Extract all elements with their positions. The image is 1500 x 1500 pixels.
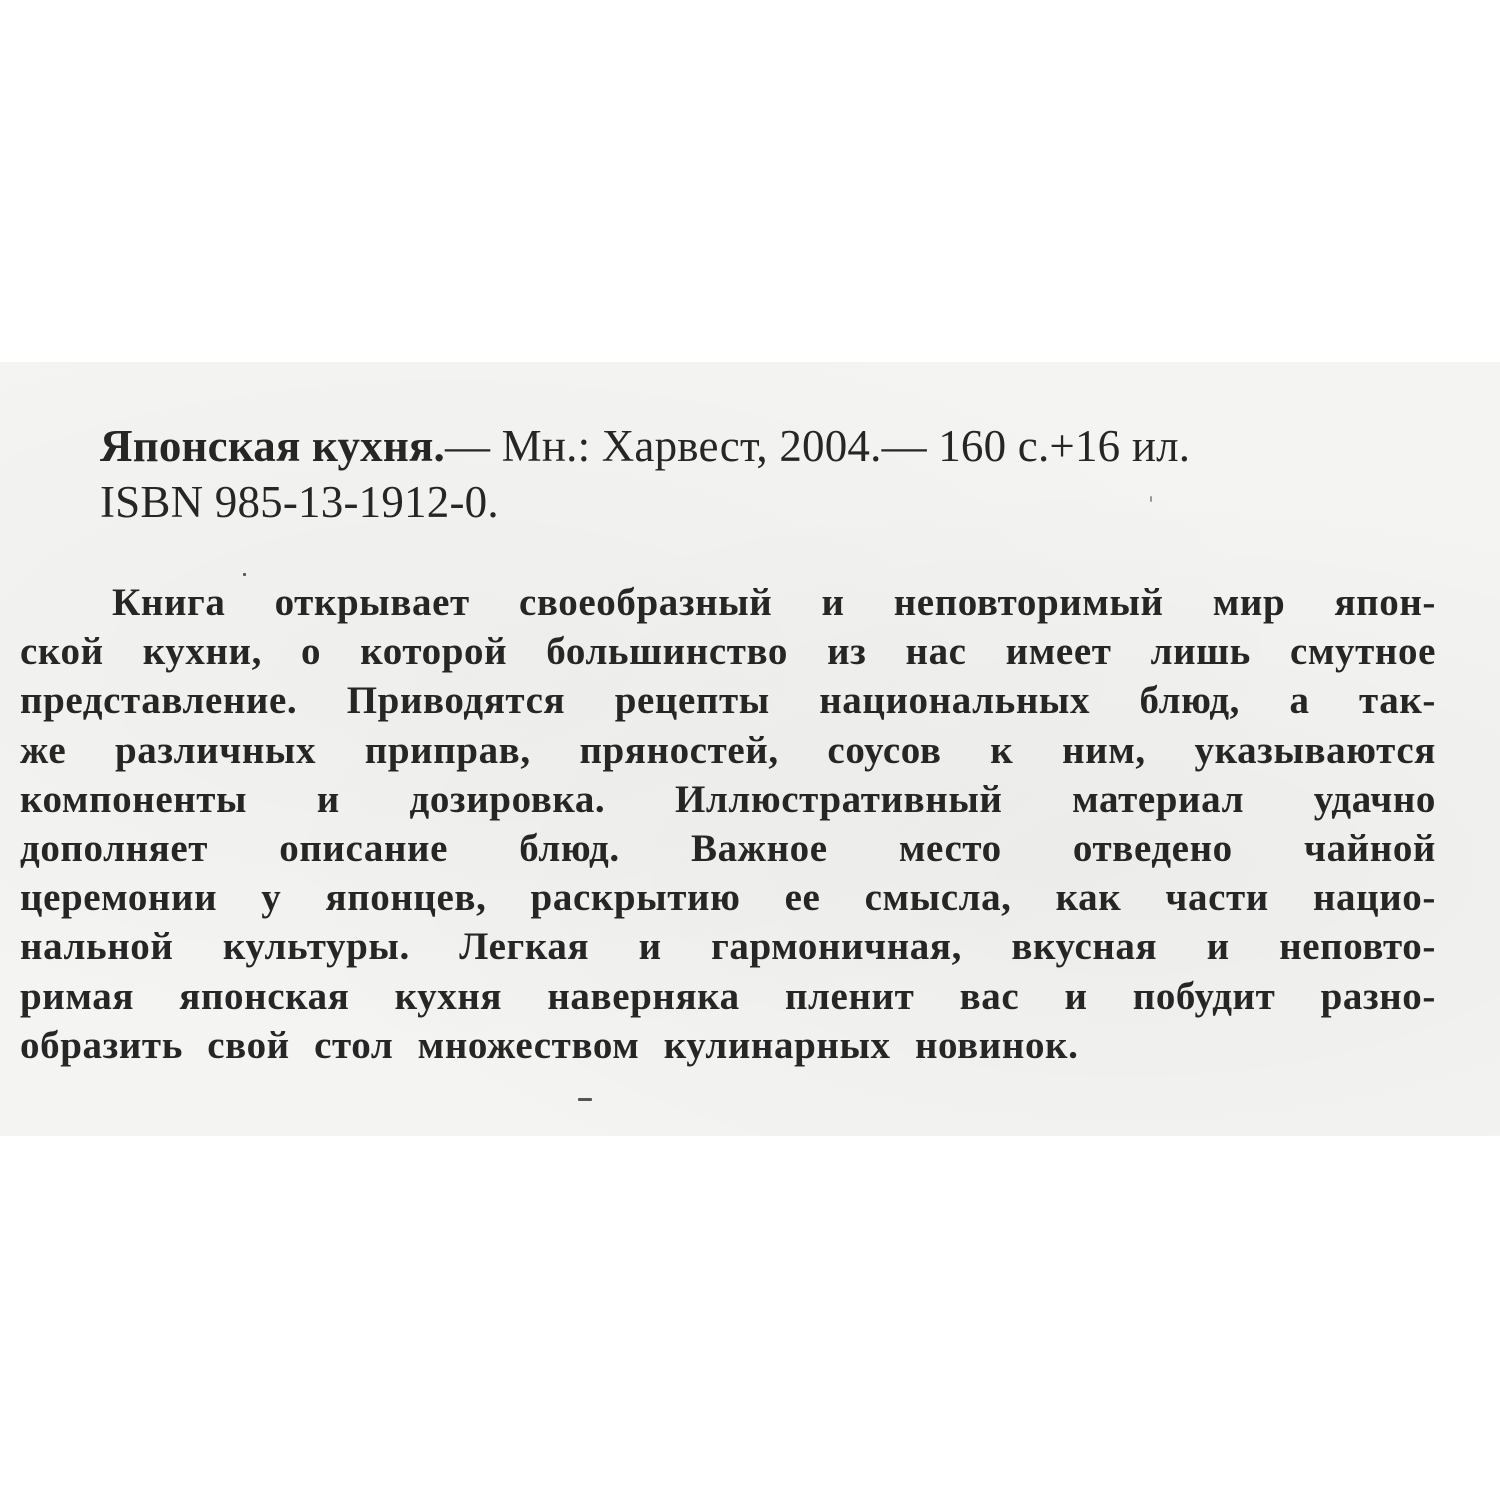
annotation-line: образить свой стол множеством кулинарных новинок. bbox=[20, 1023, 1079, 1067]
annotation-line: компоненты и дозировка. Иллюстративный материал удачно bbox=[20, 777, 1436, 821]
annotation-line: представление. Приводятся рецепты национальных блюд, а так- bbox=[20, 679, 1436, 723]
annotation-line: римая японская кухня наверняка пленит вас и побудит разно- bbox=[20, 974, 1436, 1018]
annotation-line: Книга открывает своеобразный и неповторимый мир япон- bbox=[112, 581, 1436, 624]
scan-speck bbox=[1150, 496, 1152, 502]
citation-line bbox=[100, 418, 1440, 474]
annotation-line: дополняет описание блюд. Важное место отведено чайной bbox=[20, 827, 1436, 871]
book-annotation bbox=[20, 578, 1436, 1070]
annotation-line: нальной культуры. Легкая и гармоничная, вкусная и неповто- bbox=[20, 925, 1436, 969]
isbn: ISBN 985-13-1912-0. bbox=[100, 477, 499, 527]
scan-speck bbox=[578, 1098, 592, 1101]
publication-details: — Мн.: Харвест, 2004.— 160 с.+16 ил. bbox=[444, 421, 1191, 471]
annotation-line: церемонии у японцев, раскрытию ее смысла, как части нацио- bbox=[20, 876, 1436, 920]
annotation-line: ской кухни, о которой большинство из нас имеет лишь смутное bbox=[20, 630, 1436, 674]
book-title: Японская кухня. bbox=[100, 421, 445, 471]
bibliographic-citation bbox=[100, 418, 1440, 530]
scan-speck bbox=[243, 573, 246, 576]
annotation-line: же различных приправ, пряностей, соусов к ним, указываются bbox=[20, 728, 1436, 772]
